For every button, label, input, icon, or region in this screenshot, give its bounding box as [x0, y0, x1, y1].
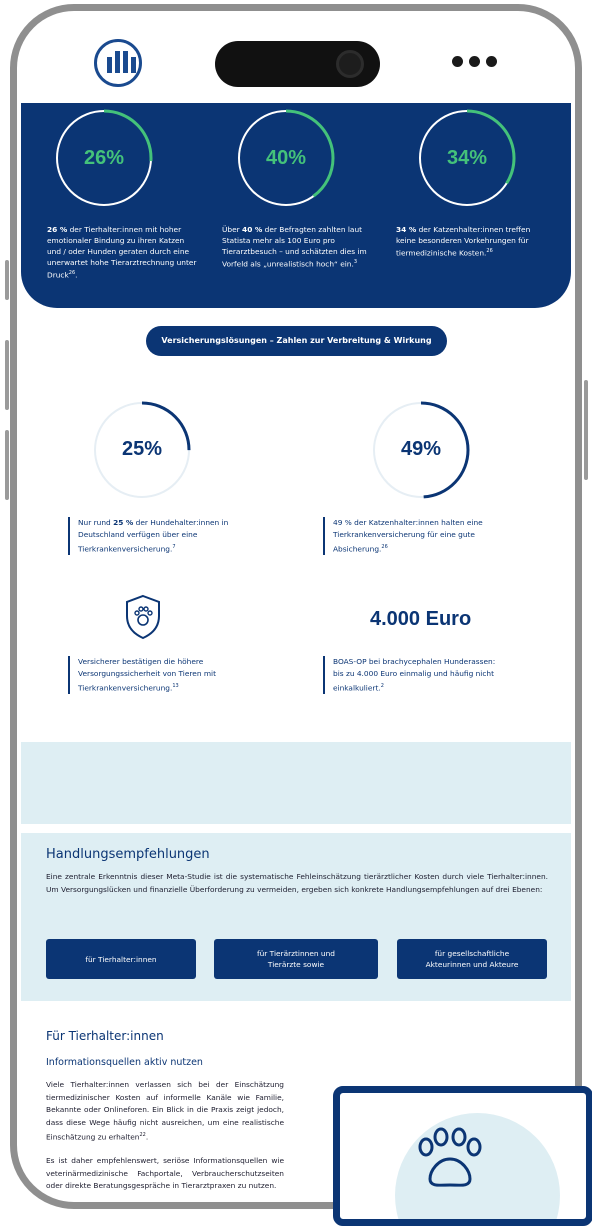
side-button-left-1	[5, 260, 9, 300]
more-dots-icon[interactable]	[452, 56, 497, 67]
stat-text-3: 34 % der Katzenhalter:innen treffen keine besonderen Vorkehrungen für tiermedizinische Kosten.$^{26}$	[396, 225, 531, 258]
stat-value-1: 26%	[83, 147, 125, 169]
euro-value: 4.000 Euro	[370, 608, 472, 630]
insurance-note-dogs: Nur rund 25 % der Hundehalter:innen in Deutschland verfügen über eine Tierkrankenversicherung.$^7$	[68, 517, 253, 555]
allianz-logo-icon[interactable]	[94, 39, 142, 87]
insurance-value-49: 49%	[400, 438, 442, 460]
insurance-section-pill[interactable]: Versicherungslösungen – Zahlen zur Verbreitung & Wirkung	[146, 326, 447, 356]
owners-paragraph-2: Es ist daher empfehlenswert, seriöse Informationsquellen wie veterinärmedizinische Fachportale, Verbraucherschutzseiten oder direkte Beratungsgespräche in Tierarztpraxen zu nutzen.	[46, 1156, 284, 1191]
button-veterinarians[interactable]: für Tierärztinnen und Tierärzte sowie	[214, 939, 378, 979]
button-social-actors[interactable]: für gesellschaftliche Akteurinnen und Akteure	[397, 939, 547, 979]
insurance-note-insurers: Versicherer bestätigen die höhere Versorgungssicherheit von Tieren mit Tierkrankenversicherung.$^{13}$	[68, 656, 253, 694]
owners-title: Für Tierhalter:innen	[46, 1029, 164, 1043]
paw-card	[333, 1086, 592, 1226]
stat-value-2: 40%	[265, 147, 307, 169]
insurance-note-boas: BOAS-OP bei brachycephalen Hunderassen: bis zu 4.000 Euro einmalig und häufig nicht einkalkuliert.$^2$	[323, 656, 508, 694]
light-band-spacer	[21, 742, 571, 824]
button-pet-owners[interactable]: für Tierhalter:innen	[46, 939, 196, 979]
insurance-value-25: 25%	[121, 438, 163, 460]
stat-value-3: 34%	[446, 147, 488, 169]
side-button-right	[584, 380, 588, 480]
camera-icon	[336, 50, 364, 78]
insurance-note-cats: 49 % der Katzenhalter:innen halten eine Tierkrankenversicherung für eine gute Absicherung.$^{26}$	[323, 517, 508, 555]
side-button-left-2	[5, 340, 9, 410]
stat-text-1: 26 % der Tierhalter:innen mit hoher emotionaler Bindung zu ihren Katzen und / oder Hunden geraten durch eine unerwartet hohe Tierarztrechnung unter Druck$^{26}$.	[47, 225, 197, 280]
side-button-left-3	[5, 430, 9, 500]
stat-text-2: Über 40 % der Befragten zahlten laut Statista mehr als 100 Euro pro Tierarztbesuch – und schätzten dies im Vorfeld als „unrealistisch hoch“ ein.$^3$	[222, 225, 367, 269]
shield-paw-icon	[124, 594, 162, 640]
owners-subtitle: Informationsquellen aktiv nutzen	[46, 1057, 203, 1068]
recommendations-title: Handlungsempfehlungen	[46, 847, 210, 862]
paw-icon	[410, 1125, 490, 1205]
recommendations-intro: Eine zentrale Erkenntnis dieser Meta-Studie ist die systematische Fehleinschätzung tierärztlicher Kosten durch viele Tierhalter:innen. Um Versorgungslücken und finanzielle Überforderung zu vermeiden, ergeben sich konkrete Handlungsempfehlungen auf drei Ebenen:	[46, 872, 548, 894]
owners-paragraph-1: Viele Tierhalter:innen verlassen sich bei der Einschätzung tiermedizinischer Kosten auf informelle Kanäle wie Familie, Bekannte oder Onlineforen. Ein Blick in die Praxis zeigt jedoch, dass diese Wege häufig nicht ausreichen, um eine realistische Einschätzung zu erhalten$^{22}$.	[46, 1080, 284, 1142]
